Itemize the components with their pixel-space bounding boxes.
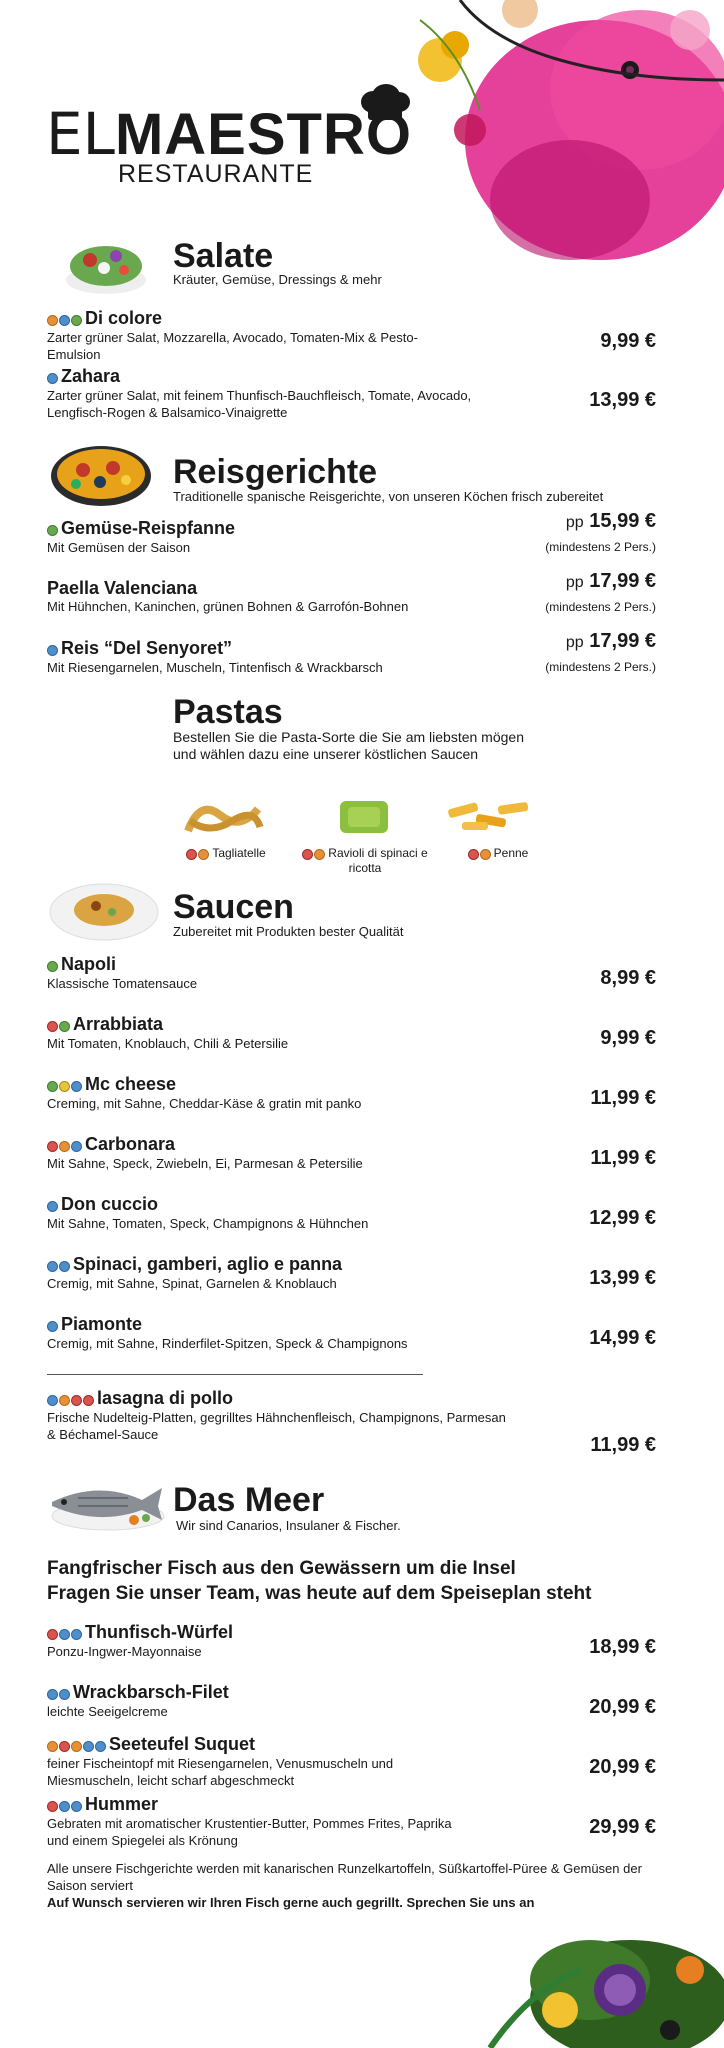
- section-subtitle-saucen: Zubereitet mit Produkten bester Qualität: [173, 924, 404, 939]
- logo-bold: MAESTRO: [114, 102, 412, 167]
- item-price: 20,99 €: [589, 1696, 656, 1718]
- item-description: Mit Tomaten, Knoblauch, Chili & Petersilie: [47, 1036, 289, 1052]
- tagliatelle-image: [180, 795, 266, 839]
- allergen-icons: [47, 639, 59, 659]
- item-price: 11,99 €: [590, 1147, 656, 1169]
- pasta-label-ravioli: [300, 846, 430, 875]
- menu-item-zahara: [47, 366, 567, 421]
- pastas-subtitle-line1: Bestellen Sie die Pasta-Sorte die Sie am liebsten mögen: [173, 729, 524, 745]
- menu-item-carbonara: [47, 1134, 567, 1172]
- item-description: Zarter grüner Salat, mit feinem Thunfisch-Bauchfleisch, Tomate, Avocado, Lengfisch-Rogen & Balsamico-Vinaigrette: [47, 388, 472, 421]
- allergen-icons: [47, 1735, 107, 1755]
- pasta-label-tagliatelle: [161, 846, 291, 861]
- item-description: Frische Nudelteig-Platten, gegrilltes Hähnchenfleisch, Champignons, Parmesan & Béchamel-Sauce: [47, 1410, 506, 1443]
- allergen-icons: [47, 1195, 59, 1215]
- price-value: 17,99 €: [589, 630, 656, 652]
- allergen-icons: [47, 367, 59, 387]
- logo-subtitle: RESTAURANTE: [118, 160, 314, 188]
- item-price: 11,99 €: [590, 1434, 656, 1456]
- item-description: feiner Fischeintopf mit Riesengarnelen, Venusmuscheln und Miesmuscheln, leicht scharf abgeschmeckt: [47, 1756, 394, 1789]
- item-description: Mit Sahne, Tomaten, Speck, Champignons & Hühnchen: [47, 1216, 369, 1232]
- pasta-name: Penne: [493, 846, 529, 860]
- item-description: Gebraten mit aromatischer Krustentier-Butter, Pommes Frites, Paprika und einem Spiegelei als Krönung: [47, 1816, 452, 1849]
- item-name: Paella Valenciana: [47, 578, 198, 598]
- item-description: Mit Sahne, Speck, Zwiebeln, Ei, Parmesan & Petersilie: [47, 1156, 363, 1172]
- fish-headline-line1: Fangfrischer Fisch aus den Gewässern um die Insel: [47, 1558, 516, 1579]
- pasta-label-penne: [433, 846, 563, 861]
- item-description: Ponzu-Ingwer-Mayonnaise: [47, 1644, 202, 1660]
- allergen-icons: [47, 955, 59, 975]
- item-price: 20,99 €: [589, 1756, 656, 1778]
- minimum-persons: (mindestens 2 Pers.): [545, 600, 656, 614]
- item-price: [566, 510, 656, 533]
- menu-item-mc-cheese: [47, 1074, 567, 1112]
- item-description: Cremig, mit Sahne, Spinat, Garnelen & Knoblauch: [47, 1276, 337, 1292]
- allergen-icons: [47, 1075, 83, 1095]
- menu-item-arrabbiata: [47, 1014, 567, 1052]
- per-person-label: pp: [565, 574, 584, 591]
- menu-item-spinaci: [47, 1254, 567, 1292]
- menu-item-don-cuccio: [47, 1194, 567, 1232]
- item-description: Mit Gemüsen der Saison: [47, 540, 191, 556]
- item-price: 13,99 €: [589, 1267, 656, 1289]
- item-price: [566, 630, 656, 653]
- allergen-icons: [47, 1015, 71, 1035]
- decorative-vegetables-illustration: [470, 1900, 724, 2048]
- item-name: Zahara: [61, 366, 121, 386]
- item-name: Piamonte: [61, 1314, 143, 1334]
- penne-image: [442, 798, 534, 838]
- minimum-persons: (mindestens 2 Pers.): [545, 660, 656, 674]
- item-price: 11,99 €: [590, 1087, 656, 1109]
- ravioli-image: [334, 795, 394, 839]
- menu-item-thunfisch: [47, 1622, 567, 1660]
- item-price: [566, 570, 656, 593]
- item-name: Carbonara: [85, 1134, 176, 1154]
- menu-item-napoli: [47, 954, 567, 992]
- paella-pan-image: [48, 440, 154, 510]
- section-subtitle-reisgerichte: Traditionelle spanische Reisgerichte, von unseren Köchen frisch zubereitet: [173, 489, 604, 504]
- item-description: Klassische Tomatensauce: [47, 976, 198, 992]
- item-name: Reis “Del Senyoret”: [61, 638, 233, 658]
- menu-item-lasagna: [47, 1388, 567, 1443]
- item-description: leichte Seeigelcreme: [47, 1704, 168, 1720]
- logo-light: EL: [46, 100, 115, 168]
- item-description: Zarter grüner Salat, Mozzarella, Avocado, Tomaten-Mix & Pesto-Emulsion: [47, 330, 418, 363]
- restaurant-logo: [46, 100, 412, 168]
- item-name: Seeteufel Suquet: [109, 1734, 256, 1754]
- menu-item-wrackbarsch: [47, 1682, 567, 1720]
- item-name: Thunfisch-Würfel: [85, 1622, 233, 1642]
- pasta-plate-image: [48, 880, 160, 942]
- section-title-pastas: Pastas: [173, 693, 283, 731]
- per-person-label: pp: [565, 634, 584, 651]
- item-name: lasagna di pollo: [97, 1388, 234, 1408]
- minimum-persons: (mindestens 2 Pers.): [545, 540, 656, 554]
- price-value: 15,99 €: [589, 510, 656, 532]
- item-description: Creming, mit Sahne, Cheddar-Käse & gratin mit panko: [47, 1096, 362, 1112]
- section-title-saucen: Saucen: [173, 888, 294, 926]
- item-description: Cremig, mit Sahne, Rinderfilet-Spitzen, Speck & Champignons: [47, 1336, 408, 1352]
- fish-headline-line2: Fragen Sie unser Team, was heute auf dem Speiseplan steht: [47, 1583, 592, 1604]
- item-price: 12,99 €: [589, 1207, 656, 1229]
- item-description: Mit Hühnchen, Kaninchen, grünen Bohnen & Garrofón-Bohnen: [47, 599, 409, 614]
- allergen-icons: [47, 1623, 83, 1643]
- pasta-name: Tagliatelle: [212, 846, 266, 860]
- allergen-icons: [47, 1135, 83, 1155]
- grilled-fish-image: [38, 1476, 166, 1536]
- menu-item-hummer: [47, 1794, 567, 1849]
- allergen-icons: [47, 519, 59, 539]
- item-price: 14,99 €: [589, 1327, 656, 1349]
- pastas-subtitle-line2: und wählen dazu eine unserer köstlichen Saucen: [173, 746, 479, 762]
- item-price: 18,99 €: [589, 1636, 656, 1658]
- item-name: Spinaci, gamberi, aglio e panna: [73, 1254, 343, 1274]
- allergen-icons: [47, 309, 83, 329]
- salad-bowl-image: [60, 226, 152, 298]
- item-price: 8,99 €: [600, 967, 656, 989]
- allergen-icons: [302, 847, 326, 861]
- allergen-icons: [47, 1255, 71, 1275]
- item-price: 13,99 €: [589, 389, 656, 411]
- menu-item-seeteufel: [47, 1734, 567, 1789]
- section-title-das-meer: Das Meer: [173, 1481, 325, 1519]
- item-name: Mc cheese: [85, 1074, 177, 1094]
- item-description: Mit Riesengarnelen, Muscheln, Tintenfisch & Wrackbarsch: [47, 660, 383, 676]
- item-name: Arrabbiata: [73, 1014, 164, 1034]
- allergen-icons: [47, 1683, 71, 1703]
- fish-note-text: Alle unsere Fischgerichte werden mit kanarischen Runzelkartoffeln, Süßkartoffel-Püree & Gemüsen der Saison serviert: [47, 1861, 642, 1893]
- item-name: Wrackbarsch-Filet: [73, 1682, 229, 1702]
- menu-item-di-colore: [47, 308, 567, 363]
- section-divider: [47, 1374, 423, 1375]
- menu-item-paella-valenciana: [47, 578, 567, 615]
- item-name: Napoli: [61, 954, 117, 974]
- menu-item-gemuese-reispfanne: [47, 518, 567, 556]
- allergen-icons: [47, 1315, 59, 1335]
- item-name: Di colore: [85, 308, 163, 328]
- section-subtitle-das-meer: Wir sind Canarios, Insulaner & Fischer.: [176, 1518, 401, 1533]
- per-person-label: pp: [565, 514, 584, 531]
- item-price: 9,99 €: [600, 1027, 656, 1049]
- allergen-icons: [47, 1795, 83, 1815]
- item-name: Hummer: [85, 1794, 159, 1814]
- price-value: 17,99 €: [589, 570, 656, 592]
- section-title-reisgerichte: Reisgerichte: [173, 453, 378, 491]
- allergen-icons: [468, 847, 492, 861]
- item-name: Don cuccio: [61, 1194, 159, 1214]
- fish-note-bold: Auf Wunsch servieren wir Ihren Fisch gerne auch gegrillt. Sprechen Sie uns an: [47, 1895, 535, 1910]
- item-price: 29,99 €: [589, 1816, 656, 1838]
- menu-item-piamonte: [47, 1314, 567, 1352]
- item-price: 9,99 €: [600, 330, 656, 352]
- section-subtitle-salate: Kräuter, Gemüse, Dressings & mehr: [173, 272, 382, 287]
- menu-item-del-senyoret: [47, 638, 567, 676]
- section-title-salate: Salate: [173, 237, 274, 275]
- pasta-name: Ravioli di spinaci e ricotta: [328, 846, 428, 875]
- decorative-food-illustration: [400, 0, 724, 300]
- allergen-icons: [186, 847, 210, 861]
- allergen-icons: [47, 1389, 95, 1409]
- item-name: Gemüse-Reispfanne: [61, 518, 236, 538]
- fish-headline: [47, 1556, 591, 1606]
